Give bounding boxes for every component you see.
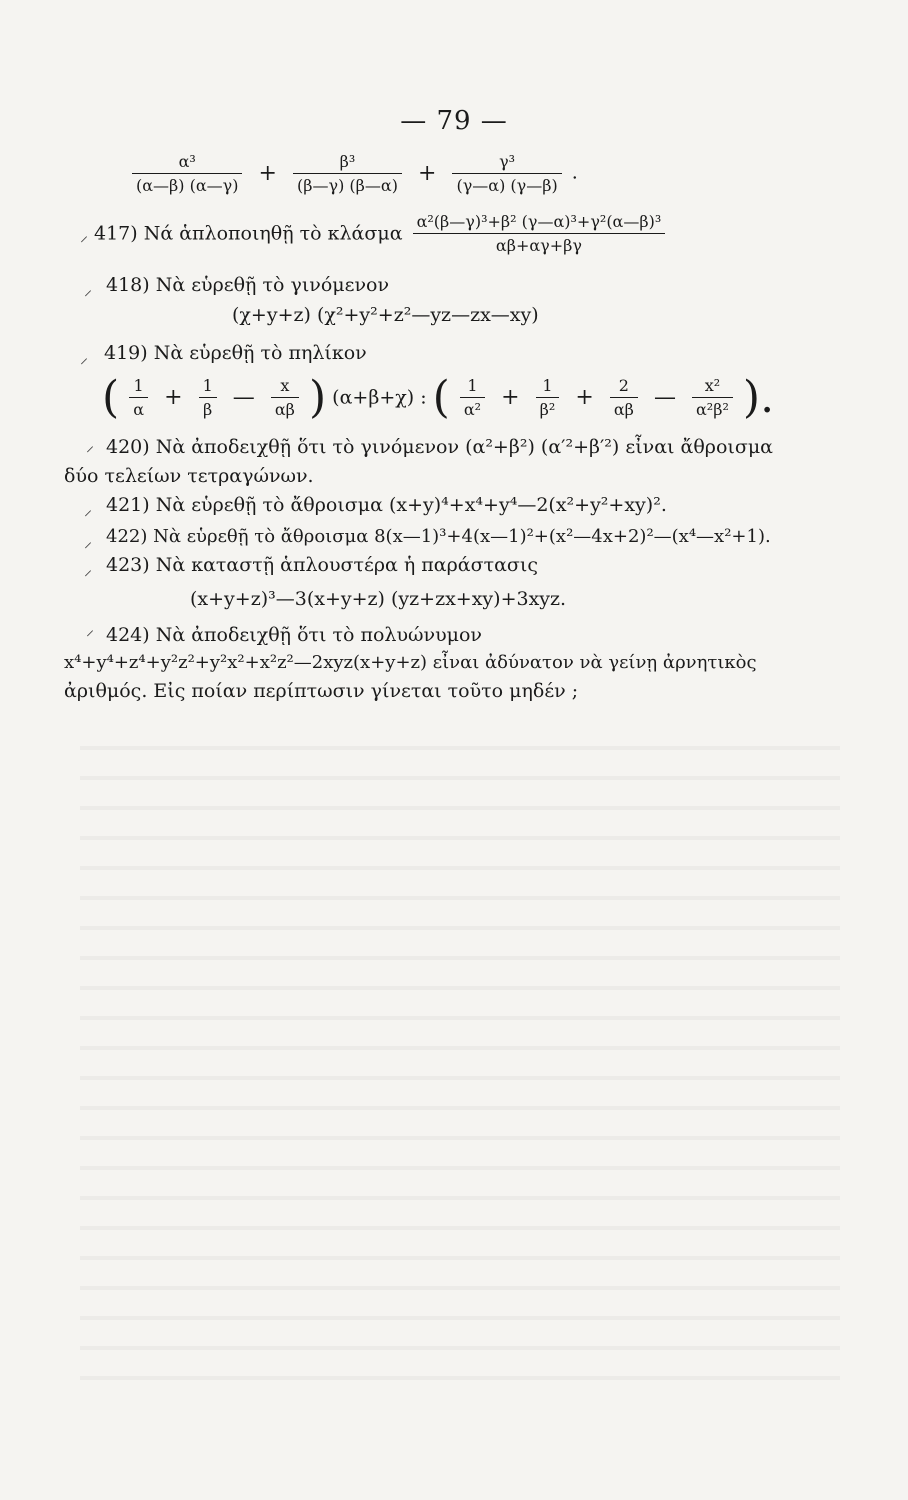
problem-420-line2: δύο τελείων τετραγώνων. xyxy=(64,465,314,487)
fraction: $\frac{\text{γ³}}{(\gamma—\alpha) (\gamma—\beta)}$ xyxy=(452,152,561,195)
problem-423-expression: (x+y+z)³—3(x+y+z) (yz+zx+xy)+3xyz. xyxy=(190,588,567,610)
expr-top: $\frac{\text{α³}}{(\alpha—\beta) (\alpha—\gamma)}$ + $\frac{\text{β³}}{(\beta—\gamma) (\beta—\alpha)}$ + $\frac{\text{γ³}}{(\gamma—\alpha) (\gamma—\beta)}$ . xyxy=(128,152,578,195)
margin-tick: ⸝ xyxy=(84,280,93,299)
bleed-through-texture xyxy=(80,720,840,1400)
problem-418: 418) Νὰ εὑρεθῇ τὸ γινόμενον xyxy=(106,274,389,296)
margin-tick: ⸝ xyxy=(84,560,93,579)
margin-tick: ⸝ xyxy=(86,620,95,639)
margin-tick: ⸝ xyxy=(84,532,93,551)
margin-tick: ⸝ xyxy=(84,500,93,519)
fraction: $\frac{\text{α³}}{(\alpha—\beta) (\alpha—\gamma)}$ xyxy=(132,152,242,195)
problem-424-line2: x⁴+y⁴+z⁴+y²z²+y²x²+x²z²—2xyz(x+y+z) εἶναι ἀδύνατον νὰ γείνῃ ἀρνητικὸς xyxy=(64,652,757,673)
margin-tick: ⸝ xyxy=(86,436,95,455)
problem-419: 419) Νὰ εὑρεθῇ τὸ πηλίκον xyxy=(104,342,367,364)
problem-417: 417) Νά ἁπλοποιηθῇ τὸ κλάσμα $\frac{\text{α²(β—γ)³+β² (γ—α)³+γ²(α—β)³}}{\alpha\beta+\alpha\gamma+\beta\gamma}$ xyxy=(94,212,669,255)
problem-418-expression: (χ+y+z) (χ²+y²+z²—yz—zx—xy) xyxy=(232,304,539,326)
margin-tick: ⸝ xyxy=(80,226,89,245)
problem-420-line1: 420) Νὰ ἀποδειχθῇ ὅτι τὸ γινόμενον (α²+β²) (α′²+β′²) εἶναι ἄθροισμα xyxy=(106,436,774,458)
fraction: $\frac{\text{β³}}{(\beta—\gamma) (\beta—\alpha)}$ xyxy=(293,152,402,195)
problem-424-line3: ἀριθμός. Εἰς ποίαν περίπτωσιν γίνεται τοῦτο μηδέν ; xyxy=(64,680,579,702)
problem-422: 422) Νὰ εὑρεθῇ τὸ ἄθροισμα 8(x—1)³+4(x—1)²+(x²—4x+2)²—(x⁴—x²+1). xyxy=(106,526,771,547)
problem-419-expression: ( $\frac{1}{\alpha}$ + $\frac{1}{\beta}$ — $\frac{x}{\alpha\beta}$ ) (α+β+χ) : ( $\frac{1}{\text{α²}}$ + $\frac{1}{\text{β²}}$ + $\frac{2}{\alpha\beta}$ — $\frac{\text{x²}}{\text{α²β²}}$ ). xyxy=(102,372,775,423)
problem-421: 421) Νὰ εὑρεθῇ τὸ ἄθροισμα (x+y)⁴+x⁴+y⁴—2(x²+y²+xy)². xyxy=(106,494,667,516)
problem-424-line1: 424) Νὰ ἀποδειχθῇ ὅτι τὸ πολυώνυμον xyxy=(106,624,482,646)
margin-tick: ⸝ xyxy=(80,348,89,367)
page-number: — 79 — xyxy=(400,106,508,136)
problem-423: 423) Νὰ καταστῇ ἁπλουστέρα ἡ παράστασις xyxy=(106,554,538,576)
fraction: $\frac{\text{α²(β—γ)³+β² (γ—α)³+γ²(α—β)³}}{\alpha\beta+\alpha\gamma+\beta\gamma}$ xyxy=(413,212,666,255)
